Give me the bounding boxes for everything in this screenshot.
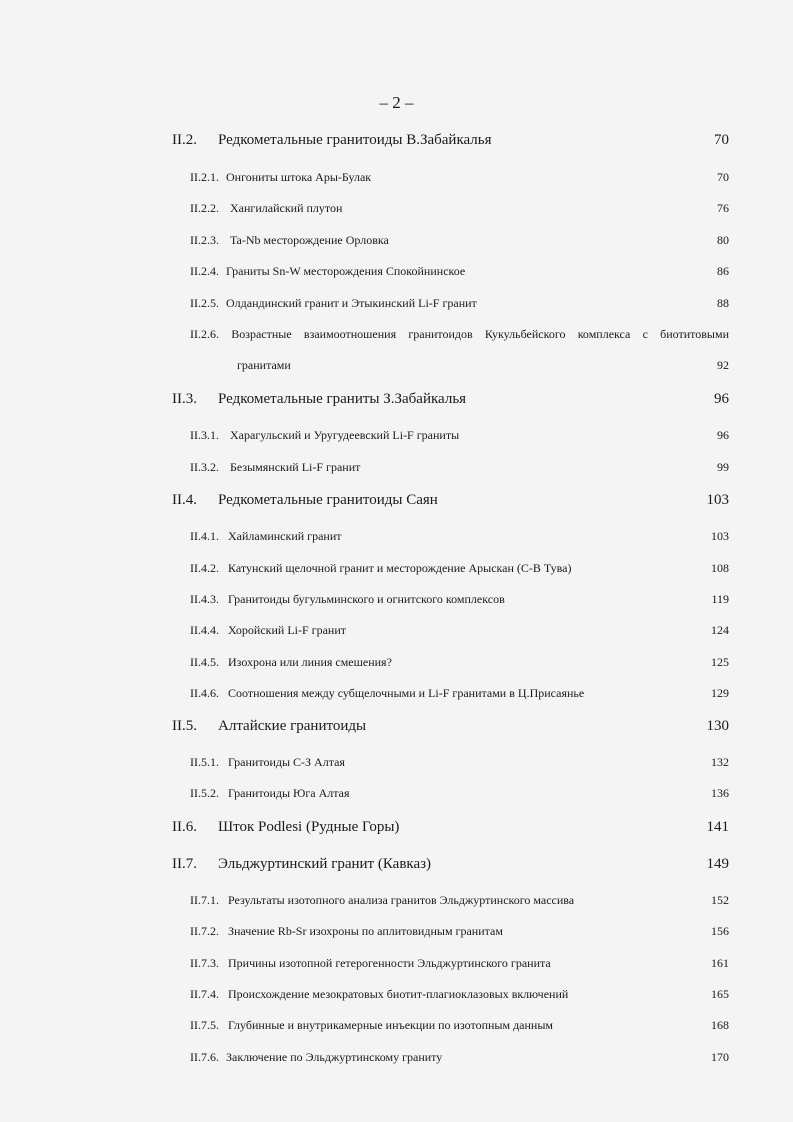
toc-item [0,623,793,643]
item-title: Значение Rb-Sr изохроны по аплитовидным гранитам [228,924,503,938]
item-number: II.4.6. [190,686,219,700]
item-page: 129 [711,686,729,700]
item-page: 124 [711,623,729,637]
toc-item [0,233,793,253]
toc-item [0,561,793,581]
item-page: 96 [717,428,729,442]
item-number: II.4.4. [190,623,219,637]
item-page: 119 [711,592,729,606]
item-page: 92 [717,358,729,372]
toc-section [0,856,793,876]
toc-item [0,201,793,221]
toc-item [0,529,793,549]
item-number: II.4.3. [190,592,219,606]
item-number: II.7.5. [190,1018,219,1032]
item-title-justified [190,327,729,342]
item-title: Катунский щелочной гранит и месторождение Арыскан (С-В Тува) [228,561,572,575]
item-number: II.2.5. [190,296,219,310]
toc-item [0,296,793,316]
item-title: Гранитоиды бугульминского и огнитского комплексов [228,592,505,606]
item-title: Гранитоиды Юга Алтая [228,786,350,800]
toc-item [0,924,793,944]
item-title-continuation: гранитами [237,358,291,372]
item-title: Хоройский Li-F гранит [228,623,347,637]
item-title: Глубинные и внутрикамерные инъекции по изотопным данным [228,1018,553,1032]
item-title: Причины изотопной гетерогенности Эльджуртинского гранита [228,956,551,970]
item-title: Безымянский Li-F гранит [230,460,361,474]
section-number: II.2. [172,132,197,148]
toc-item [0,592,793,612]
item-number: II.7.1. [190,893,219,907]
item-title: Соотношения между субщелочными и Li-F гранитами в Ц.Присаянье [228,686,585,700]
toc-section [0,132,793,152]
toc-item [0,170,793,190]
section-title: Редкометальные граниты З.Забайкалья [218,391,467,407]
item-title: Происхождение мезократовых биотит-плагиоклазовых включений [228,987,569,1001]
section-page: 96 [714,391,729,407]
toc-item [0,264,793,284]
item-number: II.4.5. [190,655,219,669]
toc-item [0,460,793,480]
item-title: Ta-Nb месторождение Орловка [230,233,389,247]
section-page: 149 [706,856,729,872]
item-title: Изохрона или линия смешения? [228,655,392,669]
item-number: II.4.1. [190,529,219,543]
section-page: 103 [706,492,729,508]
item-title: Гранитоиды С-З Алтая [228,755,345,769]
toc-section [0,391,793,411]
item-page: 165 [711,987,729,1001]
toc-item [0,428,793,448]
item-page: 76 [717,201,729,215]
item-page: 152 [711,893,729,907]
item-number: II.2.4. [190,264,219,278]
toc-item [0,755,793,775]
item-title: Хайламинский гранит [228,529,342,543]
item-page: 103 [711,529,729,543]
toc-item [0,686,793,706]
toc-section [0,718,793,738]
section-number: II.5. [172,718,197,734]
item-title: Онгониты штока Ары-Булак [226,170,372,184]
toc-item [0,893,793,913]
section-number: II.4. [172,492,197,508]
item-number: II.7.4. [190,987,219,1001]
item-page: 132 [711,755,729,769]
toc-item [0,1050,793,1070]
toc-item [0,786,793,806]
section-title: Редкометальные гранитоиды Саян [218,492,438,508]
item-title: Заключение по Эльджуртинскому граниту [226,1050,443,1064]
item-page: 161 [711,956,729,970]
item-number: II.2.3. [190,233,219,247]
item-number: II.3.1. [190,428,219,442]
item-page: 125 [711,655,729,669]
item-title: Хангилайский плутон [230,201,343,215]
item-number: II.4.2. [190,561,219,575]
toc-item [0,655,793,675]
item-number: II.3.2. [190,460,219,474]
item-title: Харагульский и Уругудеевский Li-F граниты [230,428,460,442]
item-title: Результаты изотопного анализа гранитов Эльджуртинского массива [228,893,575,907]
section-page: 130 [706,718,729,734]
toc-item [0,956,793,976]
section-title: Редкометальные гранитоиды В.Забайкалья [218,132,492,148]
item-page: 136 [711,786,729,800]
section-number: II.7. [172,856,197,872]
item-page: 86 [717,264,729,278]
item-number: II.2.2. [190,201,219,215]
toc-item-continuation [0,358,793,378]
section-title: Алтайские гранитоиды [218,718,367,734]
item-page: 170 [711,1050,729,1064]
item-page: 108 [711,561,729,575]
section-number: II.3. [172,391,197,407]
item-number: II.7.2. [190,924,219,938]
section-title: Эльджуртинский гранит (Кавказ) [218,856,432,872]
toc-item [0,987,793,1007]
item-title: Граниты Sn-W месторождения Спокойнинское [226,264,466,278]
toc-section [0,492,793,512]
item-page: 99 [717,460,729,474]
item-number: II.7.6. [190,1050,219,1064]
section-page: 70 [714,132,729,148]
item-title: Возрастные взаимоотношения гранитоидов Кукульбейского комплекса с биотитовыми [231,327,729,341]
section-page: 141 [706,819,729,835]
item-page: 80 [717,233,729,247]
section-number: II.6. [172,819,197,835]
page-number: – 2 – [379,93,414,112]
item-number: II.7.3. [190,956,219,970]
item-title: Олдандинский гранит и Этыкинский Li-F гранит [226,296,477,310]
item-page: 156 [711,924,729,938]
item-number: II.5.2. [190,786,219,800]
item-page: 70 [717,170,729,184]
toc-item [0,327,793,347]
item-number: II.2.1. [190,170,219,184]
item-page: 168 [711,1018,729,1032]
section-title: Шток Podlesi (Рудные Горы) [218,819,400,835]
item-number: II.2.6. [190,327,219,341]
toc-item [0,1018,793,1038]
toc-section [0,819,793,839]
item-page: 88 [717,296,729,310]
item-number: II.5.1. [190,755,219,769]
